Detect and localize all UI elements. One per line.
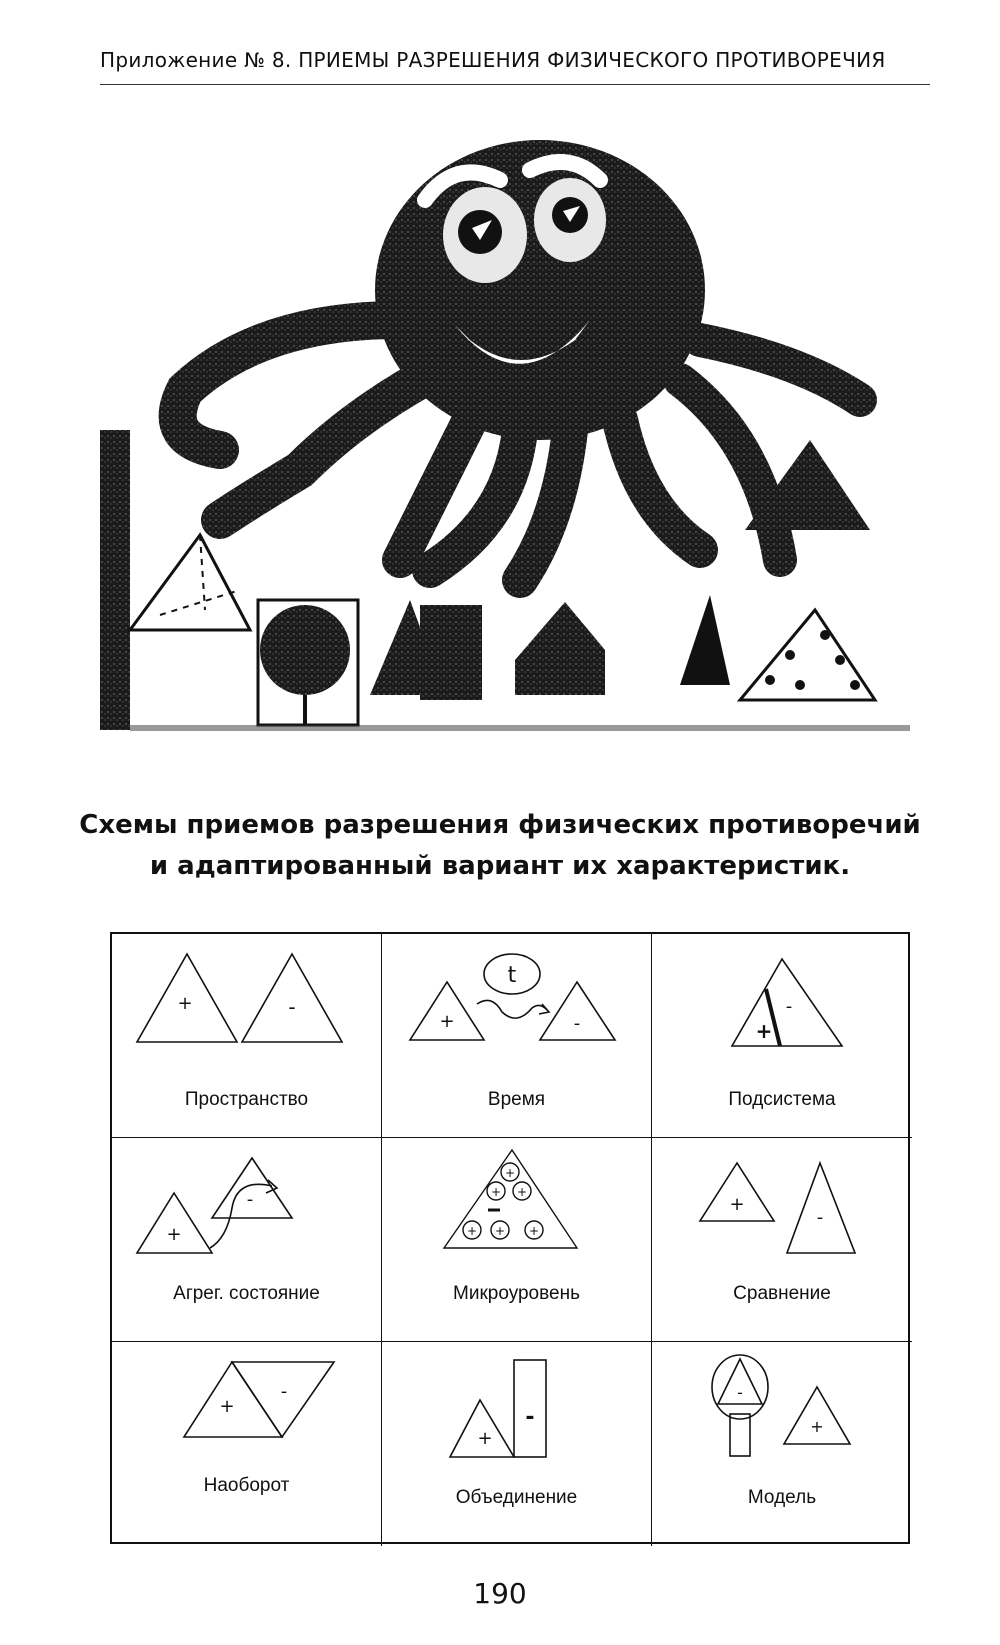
scheme-label: Объединение (455, 1487, 578, 1508)
minus-sign: - (737, 1383, 743, 1402)
running-header: Приложение № 8. ПРИЕМЫ РАЗРЕШЕНИЯ ФИЗИЧЕСКОГО ПРОТИВОРЕЧИЯ (100, 48, 886, 72)
table-surface (130, 725, 910, 731)
header-rule (100, 84, 930, 85)
scheme-cell-opposite (112, 1342, 382, 1546)
scheme-label: Наоборот (203, 1475, 290, 1496)
scheme-label: Время (487, 1089, 546, 1110)
plus-sign: + (729, 1194, 745, 1215)
comparison-triangles-icon (652, 1138, 912, 1342)
scheme-label: Микроуровень (453, 1283, 580, 1304)
scheme-cell-space (112, 934, 382, 1138)
magnifier-model-icon (652, 1342, 912, 1546)
caption-line-1: Схемы приемов разрешения физических противоречий (79, 810, 921, 840)
background-texture (100, 430, 130, 730)
minus-sign: - (573, 1013, 581, 1034)
scheme-cell-model (652, 1342, 912, 1546)
svg-text:+: + (494, 1224, 506, 1238)
plus-sign: + (177, 993, 193, 1014)
svg-text:+: + (516, 1185, 528, 1199)
minus-sign: - (525, 1405, 535, 1430)
minus-sign: - (280, 1381, 288, 1402)
scheme-cell-subsystem (652, 934, 912, 1138)
parallelogram-opposite-icon (112, 1342, 382, 1546)
plus-sign: + (477, 1428, 493, 1449)
scheme-label: Агрег. состояние (173, 1283, 320, 1304)
scheme-cell-micro-level (382, 1138, 652, 1342)
triangle-rectangle-union-icon (382, 1342, 652, 1546)
minus-sign: - (288, 995, 296, 1019)
svg-text:+: + (504, 1166, 516, 1180)
svg-text:+: + (466, 1224, 478, 1238)
scheme-label: Сравнение (733, 1283, 831, 1304)
svg-text:+: + (528, 1224, 540, 1238)
octopus-illustration (100, 140, 920, 760)
plus-sign: + (219, 1396, 235, 1417)
time-symbol: t (507, 963, 517, 988)
schemes-table (110, 932, 910, 1544)
minus-sign: - (816, 1207, 824, 1228)
plus-sign: + (166, 1224, 182, 1245)
scheme-label: Пространство (184, 1089, 309, 1110)
scheme-cell-aggregate-state (112, 1138, 382, 1342)
scheme-cell-union (382, 1342, 652, 1546)
minus-sign: - (246, 1189, 254, 1210)
micro-level-triangle-icon (382, 1138, 652, 1342)
page-number: 190 (473, 1577, 527, 1610)
state-change-icon (112, 1138, 382, 1342)
scheme-label: Подсистема (728, 1089, 836, 1110)
scheme-cell-time (382, 934, 652, 1138)
svg-text:+: + (490, 1185, 502, 1199)
plus-sign: + (439, 1011, 455, 1032)
caption-line-2: и адаптированный вариант их характеристик. (149, 851, 851, 881)
plus-sign: + (810, 1417, 824, 1436)
scheme-label: Модель (747, 1487, 817, 1508)
plus-sign: + (755, 1019, 773, 1043)
figure-caption (60, 805, 940, 887)
minus-sign: - (785, 996, 793, 1017)
scheme-cell-comparison (652, 1138, 912, 1342)
